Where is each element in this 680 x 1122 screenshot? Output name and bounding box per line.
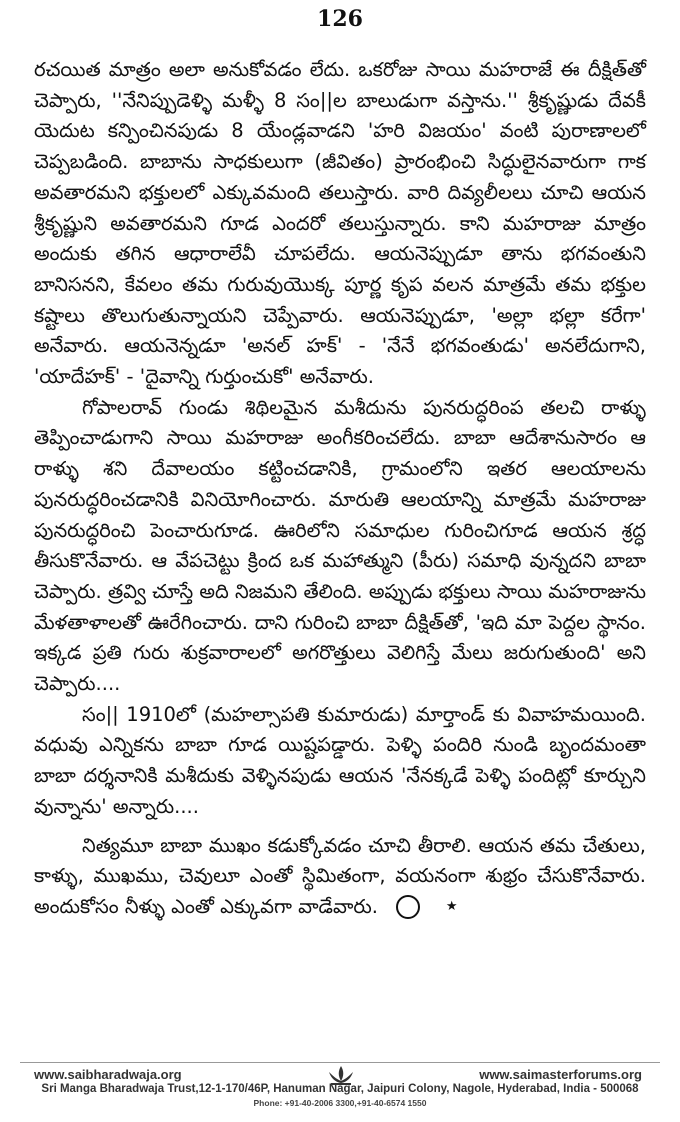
- page-footer: [0, 1062, 680, 1122]
- footer-link-saimasterforums[interactable]: www.saimasterforums.org: [479, 1067, 642, 1082]
- paragraph-2: గోపాలరావ్ గుండు శిథిలమైన మశీదును పునరుద్ధరింప తలచి రాళ్ళు తెప్పించాడుగాని సాయి మహరాజు అంగీకరించలేదు. బాబా ఆదేశానుసారం ఆ రాళ్ళు శని దేవాలయం కట్టించడానికి, గ్రామంలోని ఇతర ఆలయాలను పునరుద్ధరించడానికి వినియోగించారు. మారుతి ఆలయాన్ని మాత్రమే మహరాజు పునరుద్ధరించి పెంచారుగూడ. ఊరిలోని సమాధుల గురించిగూడ ఆయన శ్రద్ధ తీసుకొనేవారు. ఆ వేపచెట్టు క్రింద ఒక మహాత్ముని (పీరు) సమాధి వున్నదని బాబా చెప్పారు. త్రవ్వి చూస్తే అది నిజమని తేలింది. అప్పుడు భక్తులు సాయి మహరాజును మేళతాళాలతో ఊరేగించారు. దాని గురించి బాబా దీక్షిత్‌తో, 'ఇది మా పెద్దల స్థానం. ఇక్కడ ప్రతి గురు శుక్రవారాలలో అగరొత్తులు వెలిగిస్తే మేలు జరుగుతుంది' అని చెప్పారు....: [34, 395, 646, 696]
- footer-link-saibharadwaja[interactable]: www.saibharadwaja.org: [34, 1067, 182, 1082]
- paragraph-4: [34, 831, 646, 923]
- star-in-circle-icon: ★: [396, 895, 420, 919]
- paragraph-4-text: నిత్యమూ బాబా ముఖం కడుక్కోవడం చూచి తీరాలి. ఆయన తమ చేతులు, కాళ్ళు, ముఖము, చెవులూ ఎంతో స్థిమితంగా, వయనంగా శుభ్రం చేసుకొనేవారు. అందుకోసం నీళ్ళు ఎంతో ఎక్కువగా వాడేవారు.: [34, 833, 646, 918]
- footer-address: Sri Manga Bharadwaja Trust,12-1-170/46P, Hanuman Nagar, Jaipuri Colony, Nagole, Hyderabad, India - 500068: [41, 1083, 639, 1095]
- paragraph-3: సం|| 1910లో (మహల్సాపతి కుమారుడు) మార్తాండ్ కు వివాహమయింది. వధువు ఎన్నికను బాబా గూడ యిష్టపడ్డారు. పెళ్ళి పందిరి నుండి బృందమంతా బాబా దర్శనానికి మశీదుకు వెళ్ళినపుడు ఆయన 'నేనక్కడే పెళ్ళి పందిట్లో కూర్చుని వున్నాను' అన్నారు....: [34, 702, 646, 818]
- footer-divider: [20, 1062, 660, 1063]
- page-body: [34, 55, 646, 923]
- page-number: 126: [317, 6, 363, 32]
- footer-phone: Phone: +91-40-2006 3300,+91-40-6574 1550: [253, 1098, 427, 1108]
- paragraph-1: రచయిత మాత్రం అలా అనుకోవడం లేదు. ఒకరోజు సాయి మహరాజే ఈ దీక్షిత్‌తో చెప్పారు, ''నేనిప్పుడెళ్ళి మళ్ళీ 8 సం||ల బాలుడుగా వస్తాను.'' శ్రీకృష్ణుడు దేవకీ యెదుట కన్పించినపుడు 8 యేండ్లవాడని 'హరి విజయం' వంటి పురాణాలలో చెప్పబడింది. బాబాను సాధకులుగా (జీవితం) ప్రారంభించి సిద్ధులైనవారుగా గాక అవతారమని భక్తులలో ఎక్కువమంది తలుస్తారు. వారి దివ్యలీలలు చూచి ఆయన శ్రీకృష్ణుని అవతారమని గూడ ఎందరో తలుస్తున్నారు. కాని మహరాజు మాత్రం అందుకు తగిన ఆధారాలేవీ చూపలేదు. ఆయనెప్పుడూ తాను భగవంతుని బానిసనని, కేవలం తమ గురువుయొక్క పూర్ణ కృప వలన మాత్రమే తమ భక్తుల కష్టాలు తొలుగుతున్నాయని చెప్పేవారు. ఆయనెప్పుడూ, 'అల్లా భల్లా కరేగా' అనేవారు. ఆయనెన్నడూ 'అనల్ హక్' - 'నేనే భగవంతుడు' అనలేదుగాని, 'యాదేహక్' - 'దైవాన్ని గుర్తుంచుకో' అనేవారు.: [34, 58, 646, 389]
